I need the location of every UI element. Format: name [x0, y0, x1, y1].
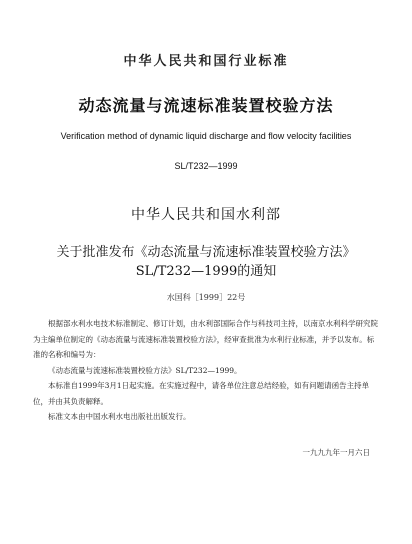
standard-category-header: 中华人民共和国行业标准 [123, 54, 289, 69]
issuing-ministry: 中华人民共和国水利部 [131, 207, 281, 223]
notice-paragraph: 本标准自1999年3月1日起实施。在实施过程中，请各单位注意总结经验，如有问题请函告主持单位，并由其负责解释。 [33, 381, 370, 406]
notice-date: 一九九九年一月六日 [302, 448, 370, 457]
notice-body [33, 316, 381, 425]
notice-title-line-2: SL/T232—1999的通知 [135, 264, 277, 279]
notice-title-line-1: 关于批准发布《动态流量与流速标准装置校验方法》 [56, 245, 356, 260]
document-number: 水国科［1999］22号 [166, 293, 246, 302]
standard-code: SL/T232—1999 [174, 161, 238, 171]
notice-paragraph: 《动态流量与流速标准装置校验方法》SL/T232—1999。 [48, 365, 242, 375]
document-title: 动态流量与流速标准装置校验方法 [78, 96, 334, 115]
english-title: Verification method of dynamic liquid discharge and flow velocity facilities [60, 131, 352, 141]
notice-paragraph: 标准文本由中国水利水电出版社出版发行。 [48, 412, 191, 421]
notice-paragraph: 根据部水利水电技术标准制定、修订计划，由水利部国际合作与科技司主持，以南京水利科学研究院为主编单位制定的《动态流量与流速标准装置校验方法》，经审查批准为水利行业标准，并予以发布。标准的名称和编号为： [33, 319, 378, 359]
